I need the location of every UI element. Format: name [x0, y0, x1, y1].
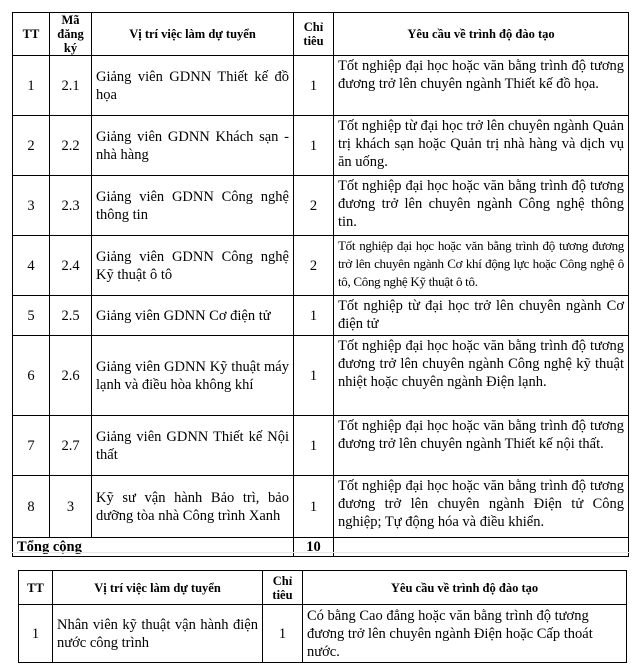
- cell-position: Kỹ sư vận hành Bảo trì, bảo dưỡng tòa nhà Công trình Xanh: [92, 476, 294, 538]
- cell-requirement: Tốt nghiệp từ đại học trở lên chuyên ngành Cơ điện tử: [334, 296, 629, 336]
- cell-tt: 8: [13, 476, 50, 538]
- cell-quota: 1: [294, 336, 334, 416]
- cell-requirement: Tốt nghiệp từ đại học trở lên chuyên ngành Quản trị khách sạn hoặc Quản trị nhà hàng và dịch vụ ăn uống.: [334, 116, 629, 176]
- total-label: Tổng cộng: [13, 538, 294, 557]
- cell-tt: 3: [13, 176, 50, 236]
- cell-tt: 7: [13, 416, 50, 476]
- cell-code: 2.3: [50, 176, 92, 236]
- section-divider: [10, 552, 630, 553]
- table-row: [13, 236, 629, 296]
- cell-requirement: Tốt nghiệp đại học hoặc văn bằng trình độ tương đương trở lên chuyên ngành Thiết kế nội thất.: [334, 416, 629, 476]
- cell-quota: 2: [294, 236, 334, 296]
- cell-position: Giảng viên GDNN Kỹ thuật máy lạnh và điều hòa không khí: [92, 336, 294, 416]
- header-code: Mã đăng ký: [50, 13, 92, 56]
- cell-code: 2.1: [50, 56, 92, 116]
- cell-position: Giảng viên GDNN Thiết kế đồ họa: [92, 56, 294, 116]
- header-position: Vị trí việc làm dự tuyển: [53, 571, 263, 605]
- cell-tt: 4: [13, 236, 50, 296]
- cell-position: Giảng viên GDNN Khách sạn - nhà hàng: [92, 116, 294, 176]
- header-quota: Chỉ tiêu: [294, 13, 334, 56]
- cell-code: 2.6: [50, 336, 92, 416]
- table-row: [13, 56, 629, 116]
- cell-code: 2.2: [50, 116, 92, 176]
- header-position: Vị trí việc làm dự tuyển: [92, 13, 294, 56]
- cell-position: Nhân viên kỹ thuật vận hành điện nước công trình: [53, 605, 263, 663]
- total-row: [13, 538, 629, 557]
- cell-tt: 2: [13, 116, 50, 176]
- cell-requirement: Tốt nghiệp đại học hoặc văn bằng trình độ tương đương trở lên chuyên ngành Công nghệ kỹ thuật nhiệt hoặc chuyên ngành Điện lạnh.: [334, 336, 629, 416]
- cell-position: Giảng viên GDNN Công nghệ thông tin: [92, 176, 294, 236]
- recruitment-table: [12, 12, 629, 557]
- table-row: [13, 416, 629, 476]
- cell-requirement: Tốt nghiệp đại học hoặc văn bằng trình độ tương đương trở lên chuyên ngành Thiết kế đồ họa.: [334, 56, 629, 116]
- table-row: [13, 476, 629, 538]
- table-header-row: [13, 13, 629, 56]
- cell-quota: 1: [294, 416, 334, 476]
- table-row: [13, 296, 629, 336]
- cell-position: Giảng viên GDNN Công nghệ Kỹ thuật ô tô: [92, 236, 294, 296]
- cell-quota: 1: [263, 605, 303, 663]
- cell-code: 3: [50, 476, 92, 538]
- table-row: [13, 336, 629, 416]
- cell-tt: 1: [19, 605, 53, 663]
- table-row: [13, 176, 629, 236]
- header-quota: Chỉ tiêu: [263, 571, 303, 605]
- cell-tt: 5: [13, 296, 50, 336]
- table-row: [19, 605, 627, 663]
- cell-position: Giảng viên GDNN Thiết kế Nội thất: [92, 416, 294, 476]
- cell-quota: 1: [294, 116, 334, 176]
- cell-code: 2.4: [50, 236, 92, 296]
- cell-position: Giảng viên GDNN Cơ điện tử: [92, 296, 294, 336]
- cell-requirement: Tốt nghiệp đại học hoặc văn bằng trình độ tương đương trở lên chuyên ngành Cơ khí động lực hoặc Công nghệ ô tô, Công nghệ Kỹ thuật ô tô.: [334, 236, 629, 296]
- cell-quota: 1: [294, 296, 334, 336]
- table-row: [13, 116, 629, 176]
- cell-code: 2.7: [50, 416, 92, 476]
- cell-requirement: Tốt nghiệp đại học hoặc văn bằng trình độ tương đương trở lên chuyên ngành Công nghệ thông tin.: [334, 176, 629, 236]
- cell-quota: 1: [294, 56, 334, 116]
- total-value: 10: [294, 538, 334, 557]
- header-tt: TT: [13, 13, 50, 56]
- cell-requirement: Tốt nghiệp đại học hoặc văn bằng trình độ tương đương trở lên chuyên ngành Điện tử Công nghiệp; Tự động hóa và điều khiển.: [334, 476, 629, 538]
- header-tt: TT: [19, 571, 53, 605]
- header-requirement: Yêu cầu về trình độ đào tạo: [334, 13, 629, 56]
- cell-tt: 6: [13, 336, 50, 416]
- cell-code: 2.5: [50, 296, 92, 336]
- cell-tt: 1: [13, 56, 50, 116]
- cell-quota: 2: [294, 176, 334, 236]
- cell-quota: 1: [294, 476, 334, 538]
- total-empty-cell: [334, 538, 629, 557]
- staff-recruitment-table: [18, 570, 627, 663]
- table-header-row: [19, 571, 627, 605]
- header-requirement: Yêu cầu về trình độ đào tạo: [303, 571, 627, 605]
- cell-requirement: Có bằng Cao đẳng hoặc văn bằng trình độ tương đương trở lên chuyên ngành Điện hoặc Cấp thoát nước.: [303, 605, 627, 663]
